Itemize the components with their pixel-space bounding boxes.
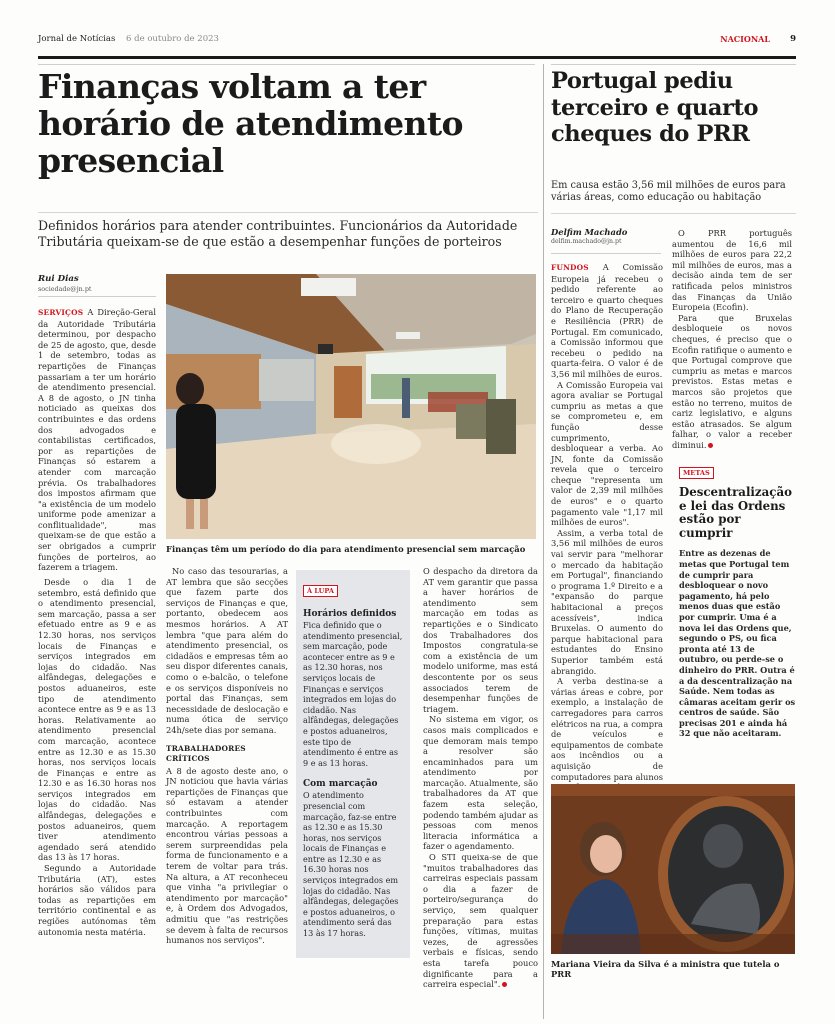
main-standfirst: Definidos horários para atender contribuintes. Funcionários da Autoridade Tributária queixam-se de que estão a desempenhar funções de porteiros — [38, 218, 518, 249]
paragraph: SERVIÇOS A Direção-Geral da Autoridade Tributária determinou, por despacho de 25 de agosto, que, desde 1 de setembro, todas as repartições de Finanças passariam a ter um horário de atendimento presencial. A 8 de agosto, o JN tinha noticiado as queixas dos contribuintes e das ordens dos advogados e contabilistas certificados, por as repartições de Finanças só estarem a atender com marcação prévia. Os trabalhadores dos impostos afirmam que "a existência de um modelo uniforme pode amenizar a conflitualidade", mas queixam-se de que estão a ser obrigados a cumprir funções de porteiros, ao fazerem a triagem. — [38, 307, 157, 573]
divider — [551, 213, 796, 214]
side-column-1 — [551, 262, 663, 803]
paragraph: A verba destina-se a várias áreas e cobre, por exemplo, a instalação de carregadores para carros elétricos na rua, a compra de veículos e equipamentos de combate aos incêndios ou a aquisição de computadores para alunos — [551, 676, 663, 782]
page-number: 9 — [790, 34, 796, 44]
paragraph: No sistema em vigor, os casos mais complicados e que demoram mais tempo a resolver são encaminhados para um atendimento por marcação. Atualmente, são trabalhadores da AT que fazem esta seleção, podendo também ajudar as pessoas com menos literacia informática a fazer o agendamento. — [423, 714, 538, 852]
paragraph: FUNDOS A Comissão Europeia já recebeu o pedido referente ao terceiro e quarto cheques do Plano de Recuperação e Resiliência (PRR) de Portugal. Em comunicado, a Comissão informou que recebeu o pedido na quarta-feira. O valor é de 3,56 mil milhões de euros. — [551, 262, 663, 379]
main-column-1 — [38, 307, 156, 573]
author-name: Delfim Machado — [551, 227, 628, 237]
metas-tag: METAS — [679, 467, 714, 479]
photo-caption: Finanças têm um período do dia para atendimento presencial sem marcação — [166, 544, 526, 554]
divider — [551, 64, 796, 65]
side-byline — [551, 227, 661, 245]
paragraph: O PRR português aumentou de 16,6 mil milhões de euros para 22,2 mil milhões de euros, mas a decisão ainda tem de ser ratificada pelos ministros das Finanças da União Europeia (Ecofin). — [672, 228, 792, 313]
lupa-heading: Horários definidos — [303, 609, 397, 619]
paragraph: Desde o dia 1 de setembro, está definido que o atendimento presencial, sem marcação, passa a ser efetuado entre as 9 e as 12.30 horas, nos serviços locais de Finanças e serviços integrados em lojas do cidadão. Nas alfândegas, delegações e postos aduaneiros, este tipo de atendimento acontece entre as 9 e as 13 horas. Relativamente ao atendimento presencial com marcação, acontece entre as 12.30 e as 15.30 horas, nos serviços locais de Finanças e entre as 12.30 e as 16.30 horas nos serviços integrados em lojas do cidadão. Nas alfândegas, delegações e postos aduaneiros, quem tiver atendimento agendado será atendido das 13 às 17 horas. — [38, 577, 156, 863]
masthead-divider — [38, 56, 796, 59]
divider — [38, 296, 156, 297]
section-label: NACIONAL — [720, 34, 770, 44]
lupa-text: O atendimento presencial com marcação, faz-se entre as 12.30 e as 15.30 horas, nos serviços locais de Finanças e entre as 12.30 e as 16.30 horas nos serviços integrados em lojas do cidadão. Nas alfândegas, delegações e postos aduaneiros, o atendimento será das 13 às 17 horas. — [303, 790, 399, 939]
paragraph: A Comissão Europeia vai agora avaliar se Portugal cumpriu as metas a que se comprometeu e, em função desse cumprimento, desbloquear a verba. Ao JN, fonte da Comissão revela que o terceiro cheque "representa um valor de 2,39 mil milhões de euros" e o quarto pagamento vale "1,17 mil milhões de euros". — [551, 379, 663, 528]
author-email: delfim.machado@jn.pt — [551, 238, 622, 245]
issue-date: 6 de outubro de 2023 — [126, 34, 219, 44]
paragraph: A 8 de agosto deste ano, o JN noticiou que havia várias repartições de Finanças que só estavam a atender contribuintes com marcação. A reportagem encontrou várias pessoas a serem surpreendidas pela forma de funcionamento e a terem de voltar para trás. Na altura, a AT reconheceu que vinha "a privilegiar o atendimento por marcação" e, à Ordem dos Advogados, admitiu que "as restrições se devem à falta de recursos humanos nos serviços". — [166, 765, 288, 946]
minister-photo — [551, 784, 795, 954]
column-divider — [543, 64, 544, 1019]
waiting-room-illustration — [166, 274, 536, 539]
kicker: SERVIÇOS — [38, 308, 84, 317]
divider — [38, 212, 538, 213]
side-column-2 — [672, 228, 792, 450]
paragraph: No caso das tesourarias, a AT lembra que são secções que fazem parte dos serviços de Finanças e que, portanto, obedecem aos mesmos horários. A AT lembra "que para além do atendimento presencial, os cidadãos e empresas têm ao seu dispor diferentes canais, como o e-balcão, o telefone e os serviços disponíveis no portal das Finanças, sem necessidade de deslocação e numa ótica de serviço 24h/sete dias por semana. — [166, 566, 288, 735]
main-column-1b — [38, 577, 156, 937]
metas-box — [679, 462, 797, 739]
paragraph: Assim, a verba total de 3,56 mil milhões de euros vai servir para "melhorar o mercado da habitação em Portugal", financiando o programa 1.º Direito e a "expansão do parque habitacional a preços acessíveis", indica Bruxelas. O aumento do parque habitacional para estudantes do Ensino Superior também está abrangido. — [551, 527, 663, 676]
masthead — [38, 34, 796, 48]
side-standfirst: Em causa estão 3,56 mil milhões de euros para várias áreas, como educação ou habitação — [551, 180, 786, 204]
photo-caption: Mariana Vieira da Silva é a ministra que tutela o PRR — [551, 959, 780, 979]
tax-office-photo — [166, 274, 536, 539]
kicker: FUNDOS — [551, 263, 589, 272]
author-name: Rui Dias — [38, 274, 79, 284]
newspaper-name: Jornal de Notícias — [38, 34, 116, 44]
lupa-heading: Com marcação — [303, 779, 378, 790]
main-byline — [38, 274, 158, 293]
lupa-tag: À LUPA — [303, 585, 338, 597]
minister-portrait-illustration — [551, 784, 795, 954]
end-mark-icon — [502, 982, 507, 987]
lupa-text: Fica definido que o atendimento presencial, sem marcação, pode acontecer entre as 9 e as 12.30 horas, nos serviços locais de Finanças e serviços integrados em lojas do cidadão. Nas alfândegas, delegações e postos aduaneiros, este tipo de atendimento é entre as 9 e as 13 horas. — [303, 620, 403, 768]
metas-heading: Descentralização e lei das Ordens estão por cumprir — [679, 485, 792, 540]
subheading: TRABALHADORES CRÍTICOS — [166, 743, 246, 764]
paragraph: O despacho da diretora da AT vem garantir que passa a haver horários de atendimento sem marcação em todas as repartições e o Sindicato dos Trabalhadores dos Impostos congratula-se com a existência de um modelo uniforme, mas está descontente por os seus associados terem de desempenhar funções de triagem. — [423, 566, 538, 714]
side-headline: Portugal pediu terceiro e quarto cheques do PRR — [551, 68, 759, 147]
paragraph: Para que Bruxelas desbloqueie os novos cheques, é preciso que o Ecofin ratifique o aumento e que Portugal comprove que cumpriu as metas e marcos previstos. Estas metas e marcos são projetos que estão no terreno, muitos de cariz legislativo, e alguns estão atrasados. Se algum falhar, o valor a receber diminui. — [672, 312, 792, 450]
main-column-4 — [423, 566, 538, 990]
author-email: sociedade@jn.pt — [38, 285, 92, 293]
divider — [38, 64, 535, 65]
main-column-2 — [166, 566, 288, 946]
divider — [551, 253, 661, 254]
lupa-sidebar — [296, 570, 410, 958]
paragraph: O STI queixa-se de que "muitos trabalhadores das carreiras especiais passam o dia a fazer de porteiro/segurança do serviço, sem qualquer preparação para estas funções, vítimas, muitas vezes, de agressões verbais e físicas, sendo esta tarefa pouco dignificante para a carreira especial". — [423, 852, 538, 990]
metas-text: Entre as dezenas de metas que Portugal tem de cumprir para desbloquear o novo pagamento, há pelo menos duas que estão por cumprir. Uma é a nova lei das Ordens que, segundo o PS, ou fica pronta até 13 de outubro, ou perde-se o dinheiro do PRR. Outra é a da descentralização na Saúde. Nem todas as câmaras aceitam gerir os centros de saúde. São precisas 201 e ainda há 32 que não aceitaram. — [679, 548, 796, 739]
end-mark-icon — [708, 443, 713, 448]
paragraph: Segundo a Autoridade Tributária (AT), estes horários são válidos para todas as repartições em território continental e as regiões autónomas têm autonomia nesta matéria. — [38, 863, 156, 937]
main-headline: Finanças voltam a ter horário de atendimento presencial — [38, 67, 463, 180]
